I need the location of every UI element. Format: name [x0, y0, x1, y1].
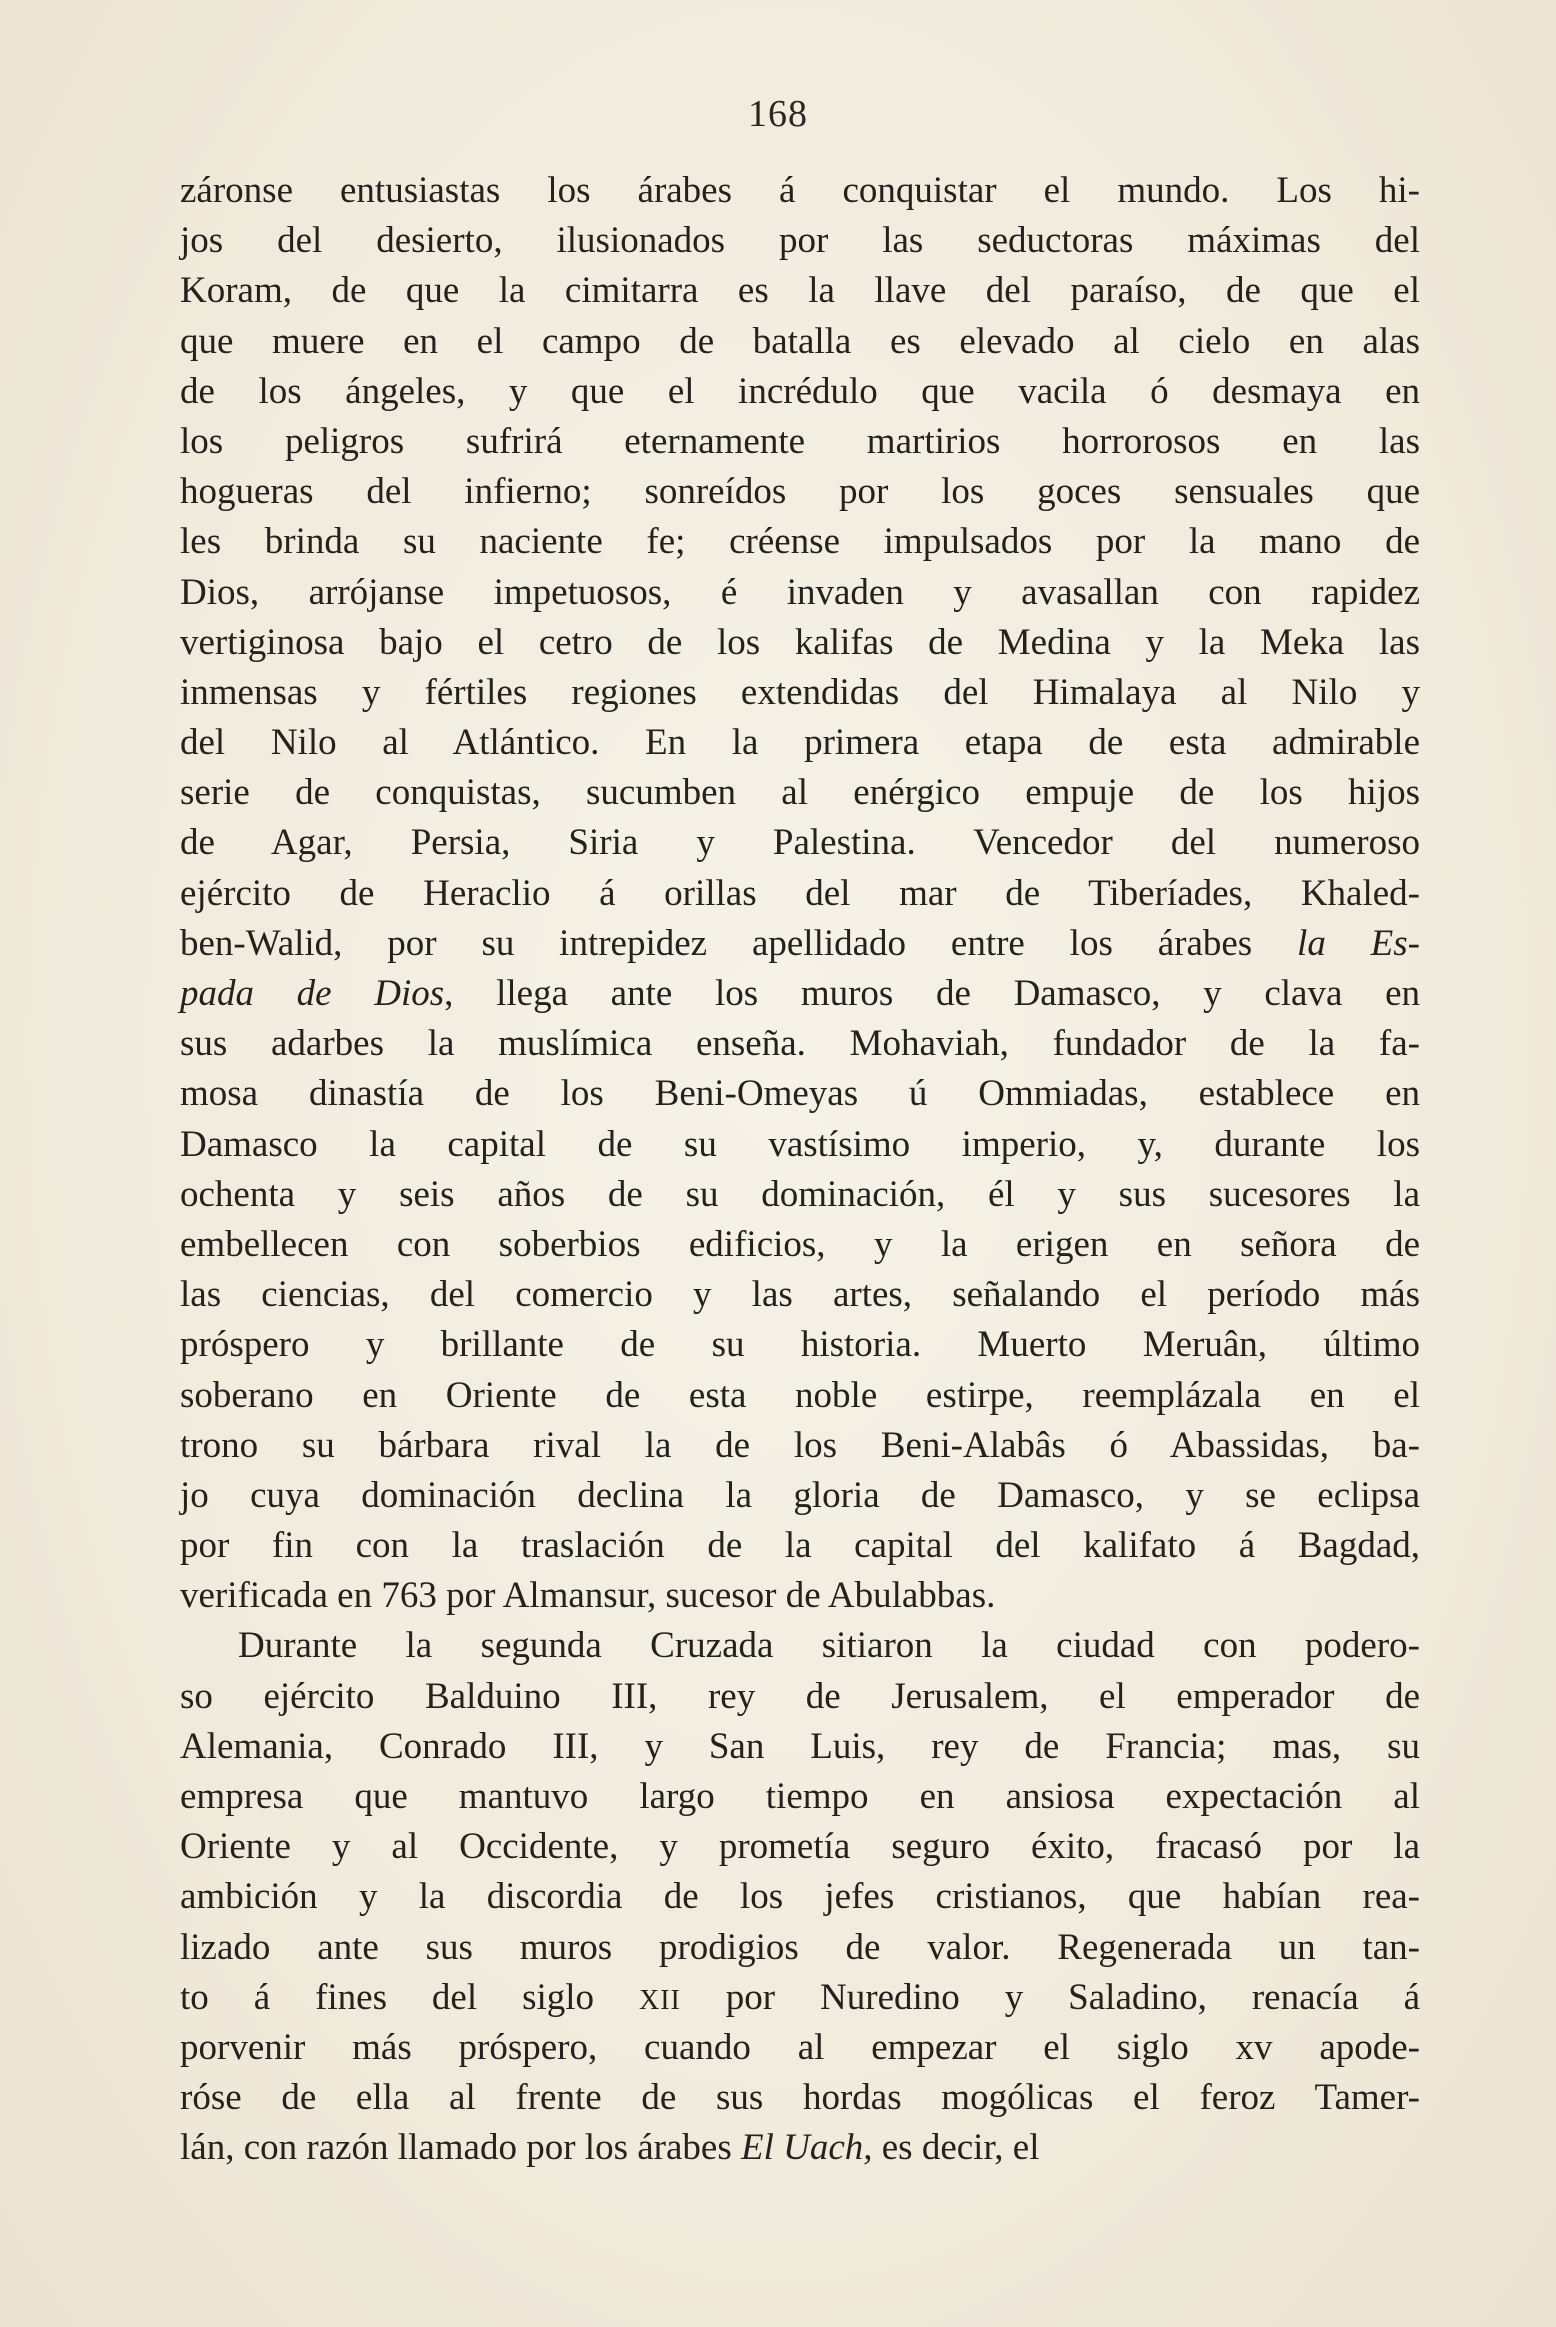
text-line: hogueras del infierno; sonreídos por los goces sensuales que: [180, 471, 1420, 513]
text-line: inmensas y fértiles regiones extendidas del Himalaya al Nilo y: [180, 671, 1420, 713]
text-line: lán, con razón llamado por los árabes El Uach, es decir, el: [180, 2127, 1040, 2169]
text-line: empresa que mantuvo largo tiempo en ansiosa expectación al: [180, 1776, 1420, 1817]
text-line: por fin con la traslación de la capital del kalifato á Bagdad,: [180, 1525, 1420, 1567]
text-line: vertiginosa bajo el cetro de los kalifas de Medina y la Meka las: [180, 621, 1420, 663]
body-text: [180, 166, 1420, 2174]
text-line: pada de Dios, llega ante los muros de Damasco, y clava en: [180, 973, 1420, 1014]
text-line: ambición y la discordia de los jefes cristianos, que habían rea-: [180, 1876, 1420, 1918]
text-line: soberano en Oriente de esta noble estirpe, reemplázala en el: [180, 1374, 1420, 1416]
text-line: lizado ante sus muros prodigios de valor. Regenerada un tan-: [180, 1926, 1420, 1968]
text-line: de los ángeles, y que el incrédulo que vacila ó desmaya en: [180, 370, 1420, 412]
text-line: del Nilo al Atlántico. En la primera etapa de esta admirable: [180, 722, 1420, 764]
text-line: Koram, de que la cimitarra es la llave del paraíso, de que el: [180, 270, 1420, 312]
text-line: embellecen con soberbios edificios, y la erigen en señora de: [180, 1223, 1420, 1265]
text-line: ochenta y seis años de su dominación, él y sus sucesores la: [180, 1173, 1420, 1215]
text-line: Dios, arrójanse impetuosos, é invaden y avasallan con rapidez: [180, 571, 1420, 613]
text-line: los peligros sufrirá eternamente martirios horrorosos en las: [180, 420, 1420, 462]
text-line: Alemania, Conrado III, y San Luis, rey de Francia; mas, su: [180, 1725, 1420, 1767]
text-line: trono su bárbara rival la de los Beni-Alabâs ó Abassidas, ba-: [180, 1424, 1420, 1466]
text-line: próspero y brillante de su historia. Muerto Meruân, último: [180, 1324, 1420, 1366]
page-number: 168: [748, 93, 808, 135]
text-line: porvenir más próspero, cuando al empezar el siglo xv apode-: [180, 2026, 1420, 2068]
text-line: Damasco la capital de su vastísimo imperio, y, durante los: [180, 1123, 1420, 1165]
text-line: que muere en el campo de batalla es elevado al cielo en alas: [180, 320, 1420, 362]
text-line: mosa dinastía de los Beni-Omeyas ú Ommiadas, establece en: [180, 1073, 1420, 1115]
text-line: ben-Walid, por su intrepidez apellidado entre los árabes la Es-: [180, 922, 1420, 964]
text-line: serie de conquistas, sucumben al enérgico empuje de los hijos: [180, 772, 1420, 814]
text-line: ejército de Heraclio á orillas del mar de Tiberíades, Khaled-: [180, 872, 1420, 914]
text-line: jos del desierto, ilusionados por las seductoras máximas del: [180, 220, 1420, 262]
text-line: Durante la segunda Cruzada sitiaron la ciudad con podero-: [238, 1625, 1420, 1667]
text-line: les brinda su naciente fe; créense impulsados por la mano de: [180, 521, 1420, 563]
text-line: Oriente y al Occidente, y prometía seguro éxito, fracasó por la: [180, 1826, 1420, 1868]
text-line: so ejército Balduino III, rey de Jerusalem, el emperador de: [180, 1675, 1420, 1717]
text-line: de Agar, Persia, Siria y Palestina. Vencedor del numeroso: [180, 822, 1420, 864]
text-line: jo cuya dominación declina la gloria de Damasco, y se eclipsa: [180, 1474, 1420, 1516]
text-line: sus adarbes la muslímica enseña. Mohaviah, fundador de la fa-: [180, 1023, 1420, 1065]
text-line: las ciencias, del comercio y las artes, señalando el período más: [180, 1274, 1420, 1316]
text-line: to á fines del siglo XII por Nuredino y Saladino, renacía á: [180, 1976, 1420, 2018]
text-line: záronse entusiastas los árabes á conquistar el mundo. Los hi-: [180, 170, 1420, 211]
text-line: verificada en 763 por Almansur, sucesor de Abulabbas.: [180, 1575, 996, 1617]
text-line: róse de ella al frente de sus hordas mogólicas el feroz Tamer-: [180, 2077, 1420, 2119]
